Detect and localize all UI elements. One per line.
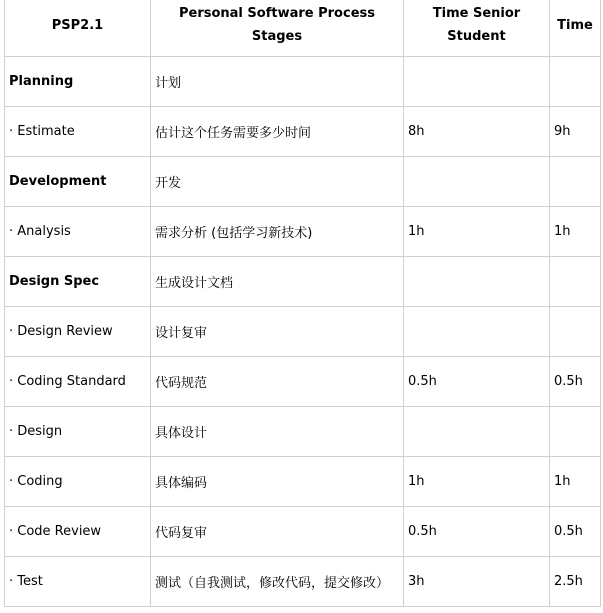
time-senior-cell: 0.5h (404, 357, 550, 407)
description-cell: 测试（自我测试，修改代码，提交修改） (151, 557, 404, 607)
time-cell: 9h (550, 107, 601, 157)
table-row (5, 357, 601, 407)
description-cell: 生成设计文档 (151, 257, 404, 307)
time-senior-cell (404, 257, 550, 307)
table-body (5, 57, 601, 607)
time-senior-cell (404, 307, 550, 357)
description-cell: 计划 (151, 57, 404, 107)
stage-cell: · Test (5, 557, 151, 607)
description-cell: 需求分析 (包括学习新技术) (151, 207, 404, 257)
table-row (5, 107, 601, 157)
stage-cell: · Estimate (5, 107, 151, 157)
time-cell (550, 157, 601, 207)
stage-cell: · Analysis (5, 207, 151, 257)
table-row (5, 407, 601, 457)
table-row (5, 557, 601, 607)
time-cell: 1h (550, 457, 601, 507)
time-cell (550, 307, 601, 357)
stage-cell: Development (5, 157, 151, 207)
stage-cell: Planning (5, 57, 151, 107)
time-cell (550, 407, 601, 457)
header-time-senior: Time Senior Student (404, 0, 550, 57)
time-senior-cell: 1h (404, 207, 550, 257)
time-senior-cell (404, 407, 550, 457)
stage-cell: · Coding (5, 457, 151, 507)
stage-cell: · Coding Standard (5, 357, 151, 407)
time-senior-cell: 8h (404, 107, 550, 157)
stage-cell: · Design (5, 407, 151, 457)
time-senior-cell: 0.5h (404, 507, 550, 557)
time-senior-cell (404, 57, 550, 107)
time-cell (550, 257, 601, 307)
time-senior-cell: 3h (404, 557, 550, 607)
description-cell: 具体设计 (151, 407, 404, 457)
time-cell: 0.5h (550, 357, 601, 407)
table-row (5, 457, 601, 507)
description-cell: 代码复审 (151, 507, 404, 557)
description-cell: 设计复审 (151, 307, 404, 357)
psp-table (4, 0, 601, 607)
table-row (5, 257, 601, 307)
description-cell: 估计这个任务需要多少时间 (151, 107, 404, 157)
time-cell: 2.5h (550, 557, 601, 607)
time-senior-cell (404, 157, 550, 207)
header-time: Time (550, 0, 601, 57)
time-cell: 1h (550, 207, 601, 257)
header-stages: Personal Software Process Stages (151, 0, 404, 57)
table-row (5, 507, 601, 557)
description-cell: 开发 (151, 157, 404, 207)
stage-cell: · Code Review (5, 507, 151, 557)
table-row (5, 57, 601, 107)
time-senior-cell: 1h (404, 457, 550, 507)
time-cell: 0.5h (550, 507, 601, 557)
time-cell (550, 57, 601, 107)
stage-cell: Design Spec (5, 257, 151, 307)
header-psp: PSP2.1 (5, 0, 151, 57)
stage-cell: · Design Review (5, 307, 151, 357)
table-header-row (5, 0, 601, 57)
table-row (5, 157, 601, 207)
table-row (5, 307, 601, 357)
description-cell: 具体编码 (151, 457, 404, 507)
table-row (5, 207, 601, 257)
description-cell: 代码规范 (151, 357, 404, 407)
